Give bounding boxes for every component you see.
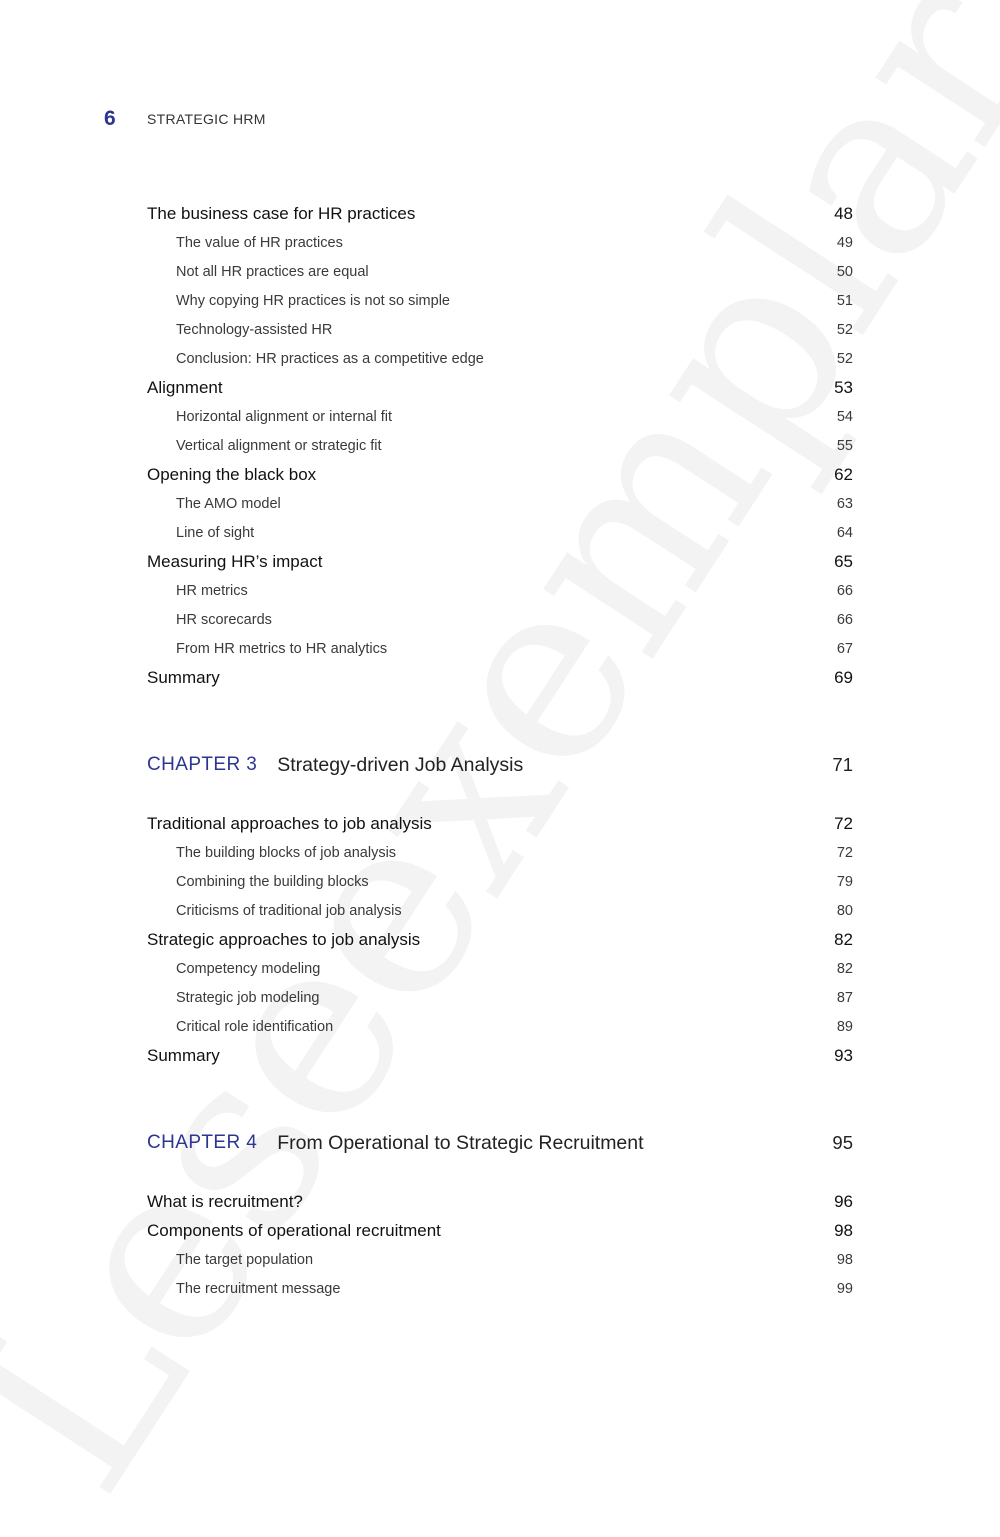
toc-section-chapter-2 (147, 199, 853, 692)
toc-entry[interactable] (147, 663, 853, 692)
toc-entry-page: 93 (834, 1045, 853, 1065)
chapter-label: CHAPTER 3 (147, 754, 258, 775)
toc-entry-title: What is recruitment? (147, 1191, 303, 1211)
chapter-label: CHAPTER 4 (147, 1132, 258, 1153)
toc-subentry[interactable] (147, 634, 853, 663)
chapter-page-number: 95 (832, 1132, 853, 1153)
toc-entry-page: 55 (836, 437, 853, 454)
toc-entry-title: Not all HR practices are equal (176, 263, 369, 280)
toc-entry-title: From HR metrics to HR analytics (176, 640, 388, 657)
toc-entry[interactable] (147, 547, 853, 576)
toc-entry-title: Components of operational recruitment (147, 1220, 441, 1240)
toc-entry[interactable] (147, 1187, 853, 1216)
toc-entry-page: 69 (834, 667, 853, 687)
toc-entry-page: 98 (834, 1220, 853, 1240)
toc-entry-title: The AMO model (176, 495, 281, 512)
toc-subentry[interactable] (147, 257, 853, 286)
toc-entry-page: 99 (836, 1280, 853, 1297)
toc-entry-page: 52 (836, 321, 853, 338)
toc-entry-title: The recruitment message (176, 1280, 341, 1297)
toc-entry-title: Opening the black box (147, 464, 317, 484)
toc-subentry[interactable] (147, 228, 853, 257)
toc-entry-title: Strategic approaches to job analysis (147, 929, 421, 949)
chapter-title: Strategy-driven Job Analysis (277, 753, 524, 776)
toc-entry-title: Strategic job modeling (176, 989, 320, 1006)
toc-subentry[interactable] (147, 402, 853, 431)
toc-entry-title: The value of HR practices (176, 234, 343, 251)
toc-subentry[interactable] (147, 286, 853, 315)
toc-entry-page: 48 (834, 203, 853, 223)
toc-entry-title: HR metrics (176, 582, 248, 599)
toc-entry-title: The building blocks of job analysis (176, 844, 397, 861)
toc-entry-title: Vertical alignment or strategic fit (176, 437, 382, 454)
toc-entry-page: 66 (836, 611, 853, 628)
toc-entry-title: Criticisms of traditional job analysis (176, 902, 402, 919)
toc-entry[interactable] (147, 460, 853, 489)
chapter-heading-3[interactable] (147, 750, 853, 780)
toc-entry[interactable] (147, 809, 853, 838)
toc-entry[interactable] (147, 925, 853, 954)
toc-subentry[interactable] (147, 576, 853, 605)
toc-subentry[interactable] (147, 983, 853, 1012)
toc-entry[interactable] (147, 1041, 853, 1070)
toc-entry-page: 72 (834, 813, 853, 833)
toc-entry-page: 72 (836, 844, 853, 861)
toc-entry-page: 50 (836, 263, 853, 280)
toc-entry-page: 52 (836, 350, 853, 367)
toc-entry-page: 87 (836, 989, 853, 1006)
toc-entry-title: Competency modeling (176, 960, 321, 977)
toc-subentry[interactable] (147, 518, 853, 547)
toc-subentry[interactable] (147, 896, 853, 925)
running-head: STRATEGIC HRM (147, 111, 266, 127)
toc-section-chapter-3 (147, 809, 853, 1070)
toc-entry-page: 67 (836, 640, 853, 657)
toc-entry-page: 66 (836, 582, 853, 599)
toc-subentry[interactable] (147, 489, 853, 518)
toc-entry-title: The business case for HR practices (147, 203, 416, 223)
toc-entry-title: Traditional approaches to job analysis (147, 813, 432, 833)
page-number: 6 (104, 107, 116, 130)
toc-entry-page: 51 (836, 292, 853, 309)
toc-entry[interactable] (147, 373, 853, 402)
toc-entry-page: 98 (836, 1251, 853, 1268)
toc-entry-page: 64 (836, 524, 853, 541)
toc-subentry[interactable] (147, 605, 853, 634)
toc-entry-title: Combining the building blocks (176, 873, 369, 890)
toc-entry-page: 65 (834, 551, 853, 571)
toc-entry-page: 80 (836, 902, 853, 919)
toc-entry-page: 53 (834, 377, 853, 397)
toc-section-chapter-4 (147, 1187, 853, 1303)
toc-entry[interactable] (147, 199, 853, 228)
toc-entry-page: 63 (836, 495, 853, 512)
toc-entry-title: Measuring HR’s impact (147, 551, 323, 571)
toc-entry-title: Summary (147, 667, 220, 687)
toc-subentry[interactable] (147, 1012, 853, 1041)
chapter-heading-4[interactable] (147, 1128, 853, 1158)
toc-subentry[interactable] (147, 954, 853, 983)
chapter-title: From Operational to Strategic Recruitment (277, 1131, 644, 1154)
toc-entry-title: The target population (176, 1251, 314, 1268)
toc-entry-title: Alignment (147, 377, 223, 397)
toc-entry-title: Critical role identification (176, 1018, 334, 1035)
toc-entry-title: Conclusion: HR practices as a competitive edge (176, 350, 484, 367)
toc-entry-title: Horizontal alignment or internal fit (176, 408, 392, 425)
toc-subentry[interactable] (147, 838, 853, 867)
toc-entry-title: HR scorecards (176, 611, 272, 628)
toc-entry-page: 82 (836, 960, 853, 977)
toc-subentry[interactable] (147, 344, 853, 373)
toc-subentry[interactable] (147, 1274, 853, 1303)
toc-entry-title: Why copying HR practices is not so simple (176, 292, 450, 309)
toc-entry-title: Technology-assisted HR (176, 321, 333, 338)
toc-entry-page: 49 (836, 234, 853, 251)
toc-entry[interactable] (147, 1216, 853, 1245)
toc-entry-page: 62 (834, 464, 853, 484)
toc-subentry[interactable] (147, 1245, 853, 1274)
toc-subentry[interactable] (147, 431, 853, 460)
toc-entry-title: Summary (147, 1045, 220, 1065)
toc-entry-page: 82 (834, 929, 853, 949)
toc-entry-title: Line of sight (176, 524, 255, 541)
toc-subentry[interactable] (147, 315, 853, 344)
chapter-page-number: 71 (832, 754, 853, 775)
toc-entry-page: 96 (834, 1191, 853, 1211)
toc-entry-page: 89 (836, 1018, 853, 1035)
toc-entry-page: 54 (836, 408, 853, 425)
toc-entry-page: 79 (836, 873, 853, 890)
toc-subentry[interactable] (147, 867, 853, 896)
